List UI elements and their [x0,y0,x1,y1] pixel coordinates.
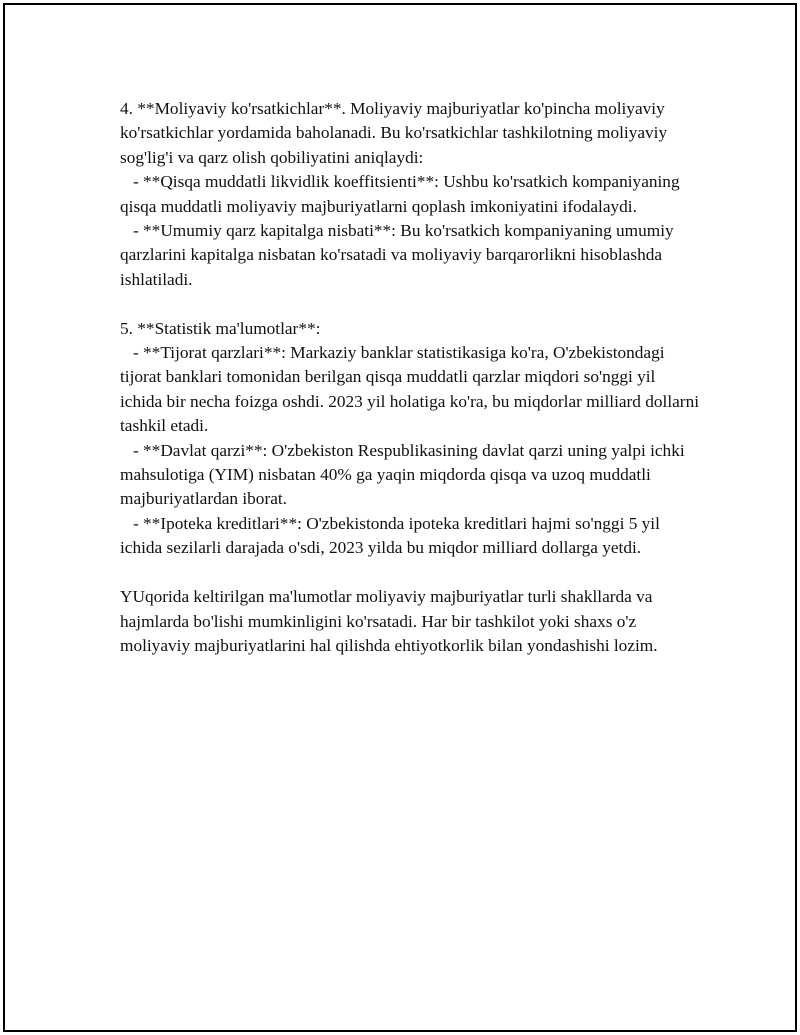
section-4-item-debt-ratio: - **Umumiy qarz kapitalga nisbati**: Bu ko'rsatkich kompaniyaning umumiy qarzlarini kapitalga nisbatan ko'rsatadi va moliyaviy barqarorlikni hisoblashda ishlatiladi. [120,221,678,289]
section-4-intro: 4. **Moliyaviy ko'rsatkichlar**. Moliyaviy majburiyatlar ko'pincha moliyaviy ko'rsatkichlar yordamida baholanadi. Bu ko'rsatkichlar tashkilotning moliyaviy sog'lig'i va qarz olish qobiliyatini aniqlaydi: [120,99,672,167]
document-page [3,3,797,1032]
document-body [120,97,704,658]
paragraph-gap [120,561,700,585]
section-4-item-liquidity: - **Qisqa muddatli likvidlik koeffitsienti**: Ushbu ko'rsatkich kompaniyaning qisqa muddatli moliyaviy majburiyatlarni qoplash imkoniyatini ifodalaydi. [120,172,684,216]
conclusion-paragraph: YUqorida keltirilgan ma'lumotlar moliyaviy majburiyatlar turli shakllarda va hajmlarda bo'lishi mumkinligini ko'rsatadi. Har bir tashkilot yoki shaxs o'z moliyaviy majburiyatlarini hal qilishda ehtiyotkorlik bilan yondashishi lozim. [120,587,658,655]
section-5-item-commercial-loans: - **Tijorat qarzlari**: Markaziy banklar statistikasiga ko'ra, O'zbekistondagi tijorat banklari tomonidan berilgan qisqa muddatli qarzlar miqdori so'nggi yil ichida bir necha foizga oshdi. 2023 yil holatiga ko'ra, bu miqdorlar milliard dollarni tashkil etadi. [120,343,704,436]
section-5-heading: 5. **Statistik ma'lumotlar**: [120,318,321,338]
paragraph-gap [120,292,700,316]
section-5-item-state-debt: - **Davlat qarzi**: O'zbekiston Respublikasining davlat qarzi uning yalpi ichki mahsulotiga (YIM) nisbatan 40% ga yaqin miqdorda qisqa va uzoq muddatli majburiyatlardan iborat. [120,440,689,509]
section-5-item-mortgage: - **Ipoteka kreditlari**: O'zbekistonda ipoteka kreditlari hajmi so'nggi 5 yil ichida sezilarli darajada o'sdi, 2023 yilda bu miqdor milliard dollarga yetdi. [120,513,665,558]
